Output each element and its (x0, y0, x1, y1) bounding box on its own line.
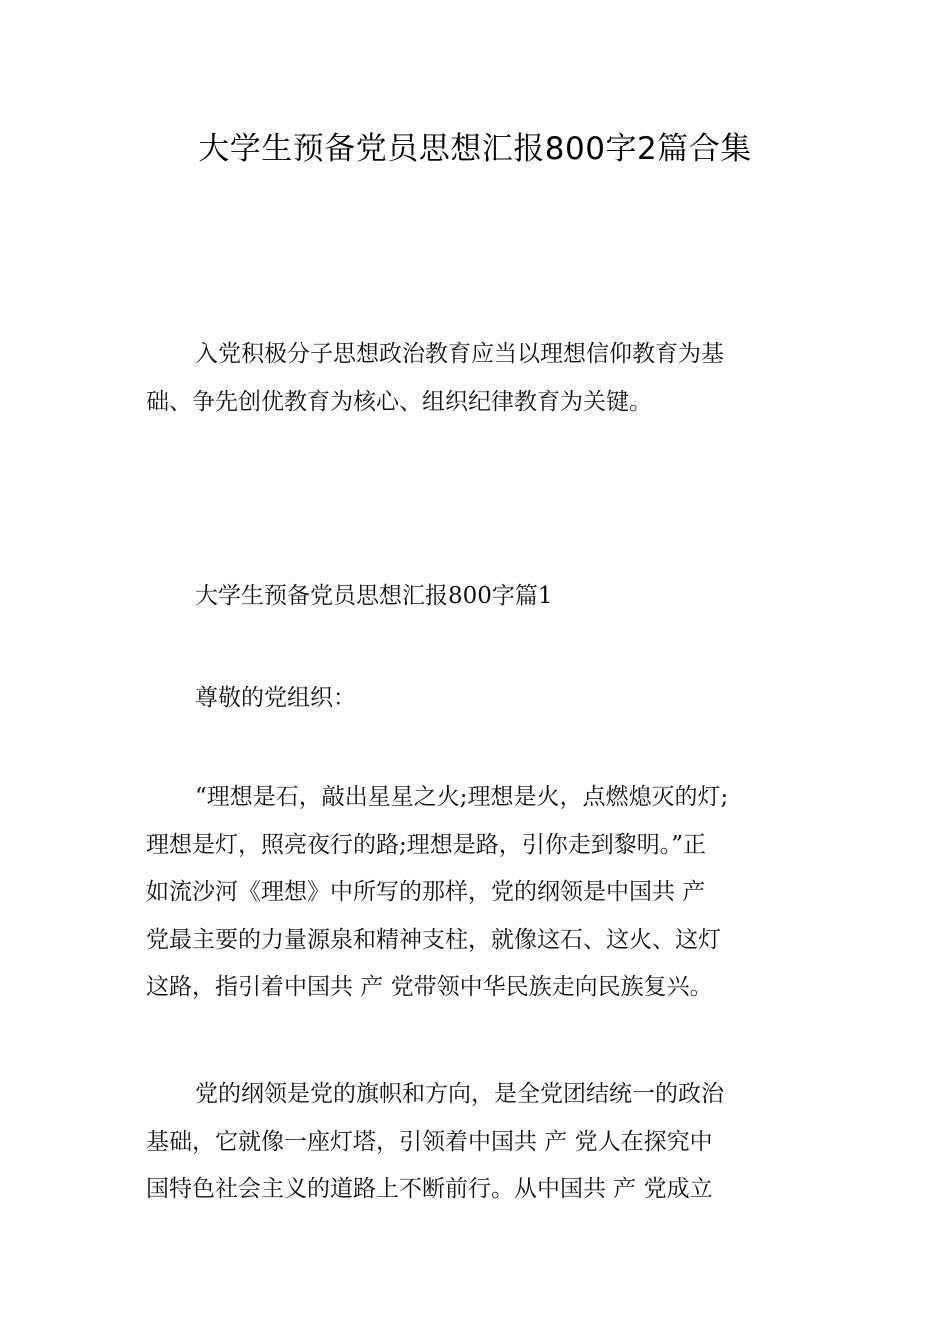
intro-line-2: 础、争先创优教育为核心、组织纪律教育为关键。 (146, 388, 652, 415)
paragraph-2-line-3: 国特色社会主义的道路上不断前行。从中国共 产 党成立 (146, 1176, 713, 1202)
intro-paragraph (146, 331, 810, 426)
section-heading-text: 大学生预备党员思想汇报800字篇1 (195, 583, 553, 609)
salutation (146, 675, 810, 723)
paragraph-1-line-2: 理想是灯，照亮夜行的路;理想是路，引你走到黎明。”正 (146, 831, 707, 858)
paragraph-1 (146, 774, 810, 1012)
paragraph-2 (146, 1071, 810, 1214)
intro-line-1: 入党积极分子思想政治教育应当以理想信仰教育为基 (195, 341, 724, 367)
paragraph-1-line-4: 党最主要的力量源泉和精神支柱，就像这石、这火、这灯 (146, 926, 721, 953)
paragraph-1-line-3: 如流沙河《理想》中所写的那样，党的纲领是中国共 产 (146, 879, 706, 905)
document-title: 大学生预备党员思想汇报800字2篇合集 (198, 131, 752, 167)
section-heading (146, 573, 810, 621)
paragraph-1-line-1: “理想是石，敲出星星之火;理想是火，点燃熄灭的灯; (195, 784, 729, 810)
salutation-text: 尊敬的党组织： (195, 685, 356, 711)
paragraph-1-line-5: 这路，指引着中国共 产 党带领中华民族走向民族复兴。 (146, 974, 713, 1000)
paragraph-2-line-2: 基础，它就像一座灯塔，引领着中国共 产 党人在探究中 (146, 1128, 713, 1155)
paragraph-2-line-1: 党的纲领是党的旗帜和方向，是全党团结统一的政治 (195, 1081, 724, 1107)
